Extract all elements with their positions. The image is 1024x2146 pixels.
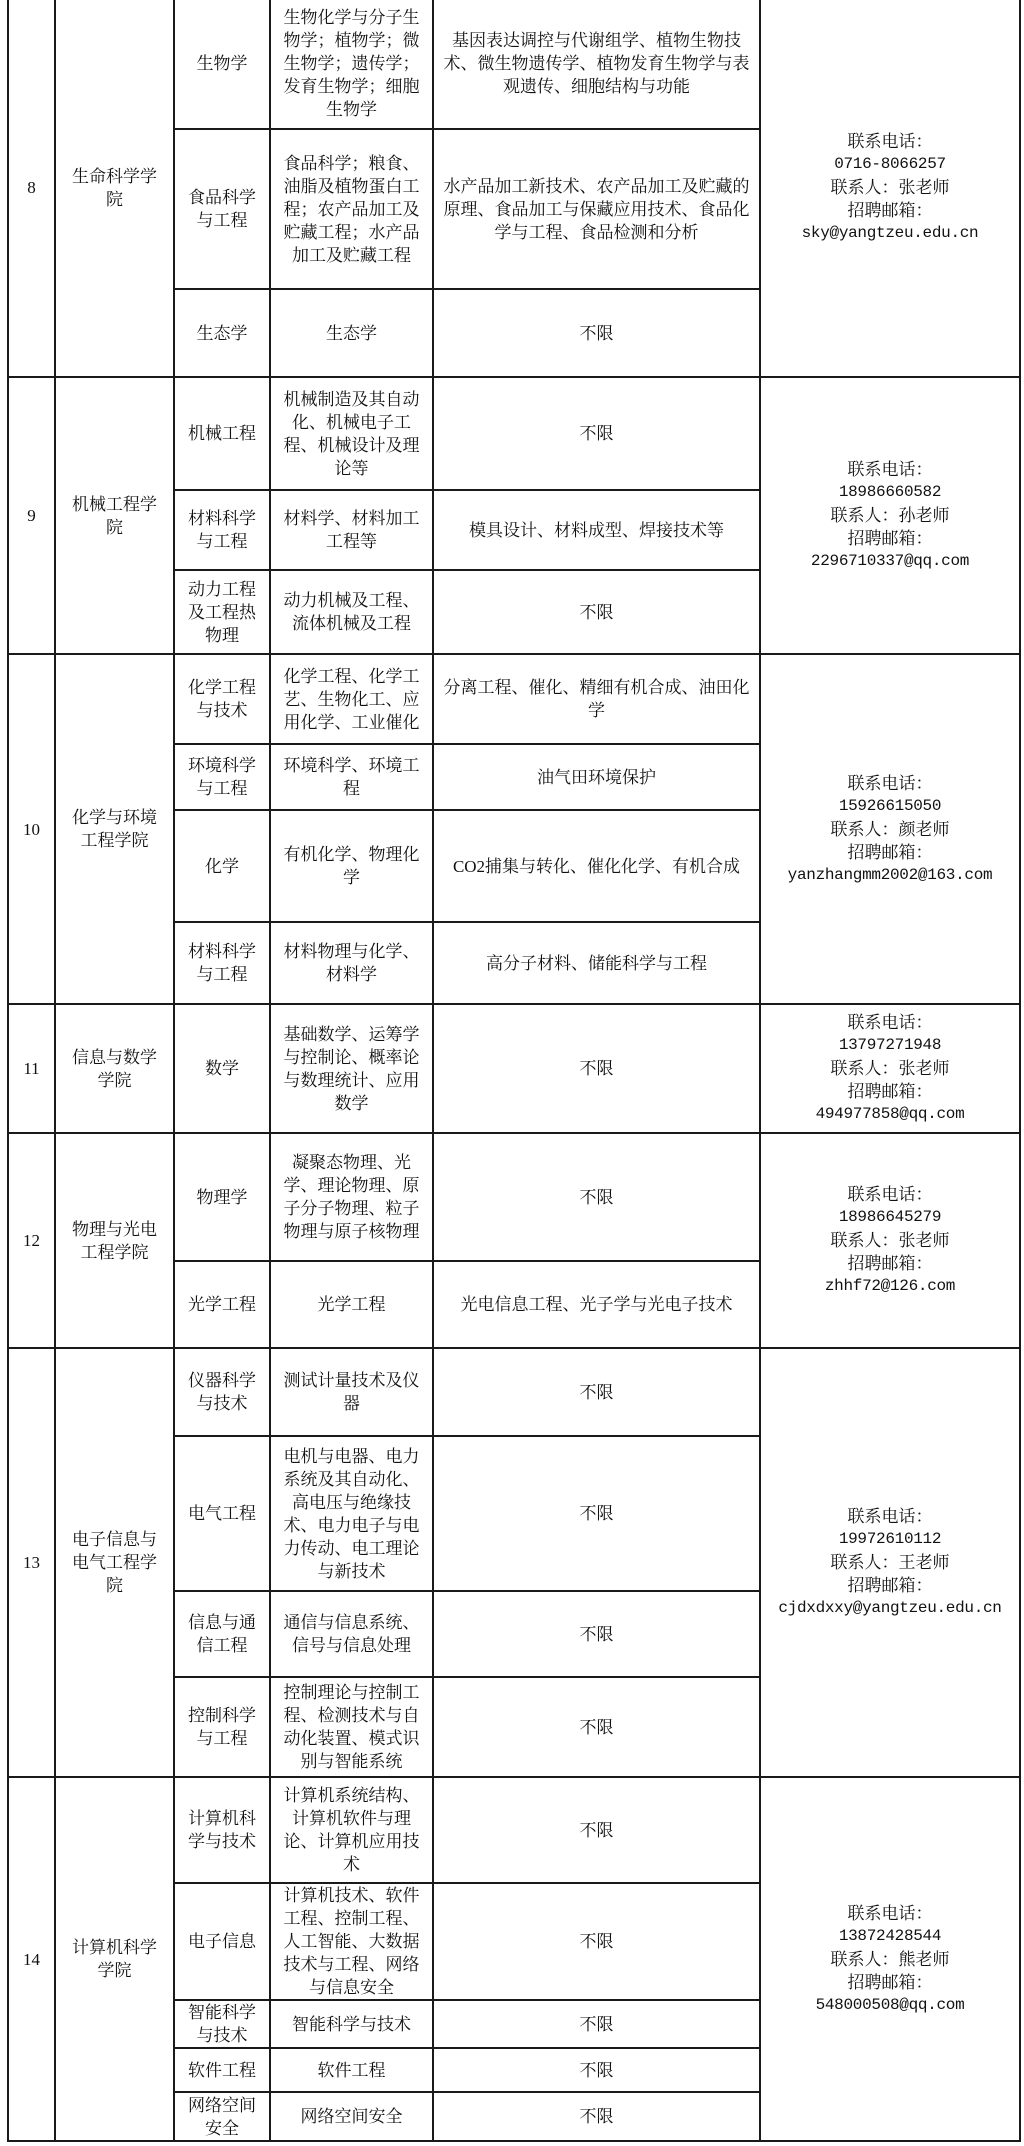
discipline-cell: 智能科学与技术 bbox=[174, 2000, 270, 2048]
field-cell: 光学工程 bbox=[270, 1261, 433, 1348]
college-number: 9 bbox=[8, 377, 55, 654]
research-direction-cell: 不限 bbox=[433, 2048, 760, 2092]
research-direction-cell: 不限 bbox=[433, 2092, 760, 2141]
research-direction-cell: 不限 bbox=[433, 1777, 760, 1883]
college-name: 电子信息与电气工程学院 bbox=[55, 1348, 174, 1777]
phone-number: 13797271948 bbox=[838, 1036, 942, 1054]
contact-person: 联系人：颜老师 bbox=[830, 819, 950, 839]
discipline-cell: 生态学 bbox=[174, 289, 270, 377]
contact-person: 联系人：王老师 bbox=[830, 1553, 950, 1572]
field-cell: 计算机系统结构、计算机软件与理论、计算机应用技术 bbox=[270, 1777, 433, 1883]
discipline-cell: 信息与通信工程 bbox=[174, 1591, 270, 1677]
discipline-cell: 材料科学与工程 bbox=[174, 922, 270, 1004]
email-address[interactable]: 494977858@qq.com bbox=[815, 1105, 965, 1123]
contact-cell bbox=[760, 377, 1020, 654]
research-direction-cell: 不限 bbox=[433, 1004, 760, 1133]
field-cell: 计算机技术、软件工程、控制工程、人工智能、大数据技术与工程、网络与信息安全 bbox=[270, 1883, 433, 2000]
research-direction-cell: 高分子材料、储能科学与工程 bbox=[433, 922, 760, 1004]
phone-label: 联系电话： bbox=[847, 1903, 933, 1923]
discipline-cell: 计算机科学与技术 bbox=[174, 1777, 270, 1883]
discipline-cell: 电气工程 bbox=[174, 1436, 270, 1591]
phone-number: 13872428544 bbox=[838, 1926, 942, 1945]
discipline-cell: 光学工程 bbox=[174, 1261, 270, 1348]
email-label: 招聘邮箱： bbox=[847, 529, 933, 548]
contact-person: 联系人：熊老师 bbox=[830, 1949, 950, 1969]
email-address[interactable]: 548000508@qq.com bbox=[815, 1995, 965, 2014]
field-cell: 电机与电器、电力系统及其自动化、高电压与绝缘技术、电力电子与电力传动、电工理论与新技术 bbox=[270, 1436, 433, 1591]
field-cell: 材料物理与化学、材料学 bbox=[270, 922, 433, 1004]
field-cell: 动力机械及工程、流体机械及工程 bbox=[270, 570, 433, 654]
research-direction-cell: 基因表达调控与代谢组学、植物生物技术、微生物遗传学、植物发育生物学与表观遗传、细胞结构与功能 bbox=[433, 0, 760, 129]
college-number: 11 bbox=[8, 1004, 55, 1133]
contact-cell bbox=[760, 0, 1020, 377]
discipline-cell: 数学 bbox=[174, 1004, 270, 1133]
recruitment-table bbox=[7, 0, 1021, 2142]
email-label: 招聘邮箱： bbox=[847, 1082, 933, 1101]
discipline-cell: 材料科学与工程 bbox=[174, 490, 270, 570]
field-cell: 测试计量技术及仪器 bbox=[270, 1348, 433, 1436]
table-row bbox=[8, 654, 1020, 744]
discipline-cell: 软件工程 bbox=[174, 2048, 270, 2092]
email-address[interactable]: 2296710337@qq.com bbox=[810, 552, 970, 570]
phone-label: 联系电话： bbox=[847, 132, 933, 151]
email-address[interactable]: sky@yangtzeu.edu.cn bbox=[801, 224, 979, 242]
phone-number: 18986660582 bbox=[838, 483, 942, 501]
email-label: 招聘邮箱： bbox=[847, 1254, 933, 1273]
phone-number: 19972610112 bbox=[838, 1530, 942, 1548]
field-cell: 智能科学与技术 bbox=[270, 2000, 433, 2048]
discipline-cell: 机械工程 bbox=[174, 377, 270, 490]
discipline-cell: 化学 bbox=[174, 810, 270, 922]
email-label: 招聘邮箱： bbox=[847, 201, 933, 220]
research-direction-cell: 不限 bbox=[433, 1436, 760, 1591]
email-label: 招聘邮箱： bbox=[847, 842, 933, 862]
discipline-cell: 控制科学与工程 bbox=[174, 1677, 270, 1777]
phone-label: 联系电话： bbox=[847, 460, 933, 479]
research-direction-cell: 不限 bbox=[433, 289, 760, 377]
contact-cell bbox=[760, 1004, 1020, 1133]
college-name: 机械工程学院 bbox=[55, 377, 174, 654]
college-number: 8 bbox=[8, 0, 55, 377]
phone-label: 联系电话： bbox=[847, 1185, 933, 1204]
college-name: 化学与环境工程学院 bbox=[55, 654, 174, 1004]
table-row bbox=[8, 1133, 1020, 1261]
field-cell: 环境科学、环境工程 bbox=[270, 744, 433, 810]
email-label: 招聘邮箱： bbox=[847, 1576, 933, 1595]
discipline-cell: 环境科学与工程 bbox=[174, 744, 270, 810]
field-cell: 化学工程、化学工艺、生物化工、应用化学、工业催化 bbox=[270, 654, 433, 744]
research-direction-cell: 水产品加工新技术、农产品加工及贮藏的原理、食品加工与保藏应用技术、食品化学与工程、食品检测和分析 bbox=[433, 129, 760, 289]
table-row bbox=[8, 377, 1020, 490]
research-direction-cell: 油气田环境保护 bbox=[433, 744, 760, 810]
discipline-cell: 生物学 bbox=[174, 0, 270, 129]
field-cell: 凝聚态物理、光学、理论物理、原子分子物理、粒子物理与原子核物理 bbox=[270, 1133, 433, 1261]
discipline-cell: 电子信息 bbox=[174, 1883, 270, 2000]
email-address[interactable]: yanzhangmm2002@163.com bbox=[787, 865, 993, 884]
table-row bbox=[8, 1777, 1020, 1883]
college-number: 13 bbox=[8, 1348, 55, 1777]
research-direction-cell: 不限 bbox=[433, 1591, 760, 1677]
research-direction-cell: 模具设计、材料成型、焊接技术等 bbox=[433, 490, 760, 570]
discipline-cell: 物理学 bbox=[174, 1133, 270, 1261]
college-name: 信息与数学学院 bbox=[55, 1004, 174, 1133]
research-direction-cell: CO2捕集与转化、催化化学、有机合成 bbox=[433, 810, 760, 922]
phone-label: 联系电话： bbox=[847, 773, 933, 793]
field-cell: 材料学、材料加工工程等 bbox=[270, 490, 433, 570]
contact-cell bbox=[760, 654, 1020, 1004]
research-direction-cell: 不限 bbox=[433, 570, 760, 654]
phone-number: 18986645279 bbox=[838, 1208, 942, 1226]
contact-person: 联系人：孙老师 bbox=[830, 506, 950, 525]
research-direction-cell: 不限 bbox=[433, 1133, 760, 1261]
college-name: 物理与光电工程学院 bbox=[55, 1133, 174, 1348]
contact-cell bbox=[760, 1348, 1020, 1777]
discipline-cell: 动力工程及工程热物理 bbox=[174, 570, 270, 654]
discipline-cell: 仪器科学与技术 bbox=[174, 1348, 270, 1436]
email-address[interactable]: cjdxdxxy@yangtzeu.edu.cn bbox=[778, 1599, 1002, 1617]
research-direction-cell: 不限 bbox=[433, 2000, 760, 2048]
contact-person: 联系人：张老师 bbox=[830, 1059, 950, 1078]
field-cell: 控制理论与控制工程、检测技术与自动化装置、模式识别与智能系统 bbox=[270, 1677, 433, 1777]
research-direction-cell: 分离工程、催化、精细有机合成、油田化学 bbox=[433, 654, 760, 744]
field-cell: 网络空间安全 bbox=[270, 2092, 433, 2141]
field-cell: 通信与信息系统、信号与信息处理 bbox=[270, 1591, 433, 1677]
field-cell: 基础数学、运筹学与控制论、概率论与数理统计、应用数学 bbox=[270, 1004, 433, 1133]
table-row bbox=[8, 1004, 1020, 1133]
research-direction-cell: 不限 bbox=[433, 1348, 760, 1436]
field-cell: 有机化学、物理化学 bbox=[270, 810, 433, 922]
contact-cell bbox=[760, 1777, 1020, 2141]
discipline-cell: 食品科学与工程 bbox=[174, 129, 270, 289]
contact-cell bbox=[760, 1133, 1020, 1348]
table-row bbox=[8, 0, 1020, 129]
field-cell: 生物化学与分子生物学；植物学；微生物学；遗传学；发育生物学；细胞生物学 bbox=[270, 0, 433, 129]
recruitment-table-body bbox=[8, 0, 1020, 2141]
phone-number: 0716-8066257 bbox=[834, 155, 946, 173]
research-direction-cell: 不限 bbox=[433, 1883, 760, 2000]
college-number: 10 bbox=[8, 654, 55, 1004]
research-direction-cell: 不限 bbox=[433, 1677, 760, 1777]
phone-number: 15926615050 bbox=[838, 796, 942, 815]
research-direction-cell: 光电信息工程、光子学与光电子技术 bbox=[433, 1261, 760, 1348]
contact-person: 联系人：张老师 bbox=[830, 1231, 950, 1250]
field-cell: 食品科学；粮食、油脂及植物蛋白工程；农产品加工及贮藏工程；水产品加工及贮藏工程 bbox=[270, 129, 433, 289]
discipline-cell: 网络空间安全 bbox=[174, 2092, 270, 2141]
phone-label: 联系电话： bbox=[847, 1013, 933, 1032]
email-label: 招聘邮箱： bbox=[847, 1972, 933, 1992]
field-cell: 生态学 bbox=[270, 289, 433, 377]
college-number: 12 bbox=[8, 1133, 55, 1348]
table-row bbox=[8, 1348, 1020, 1436]
college-number: 14 bbox=[8, 1777, 55, 2141]
phone-label: 联系电话： bbox=[847, 1507, 933, 1526]
field-cell: 机械制造及其自动化、机械电子工程、机械设计及理论等 bbox=[270, 377, 433, 490]
email-address[interactable]: zhhf72@126.com bbox=[824, 1277, 956, 1295]
college-name: 生命科学学院 bbox=[55, 0, 174, 377]
contact-person: 联系人：张老师 bbox=[830, 178, 950, 197]
research-direction-cell: 不限 bbox=[433, 377, 760, 490]
college-name: 计算机科学学院 bbox=[55, 1777, 174, 2141]
field-cell: 软件工程 bbox=[270, 2048, 433, 2092]
discipline-cell: 化学工程与技术 bbox=[174, 654, 270, 744]
